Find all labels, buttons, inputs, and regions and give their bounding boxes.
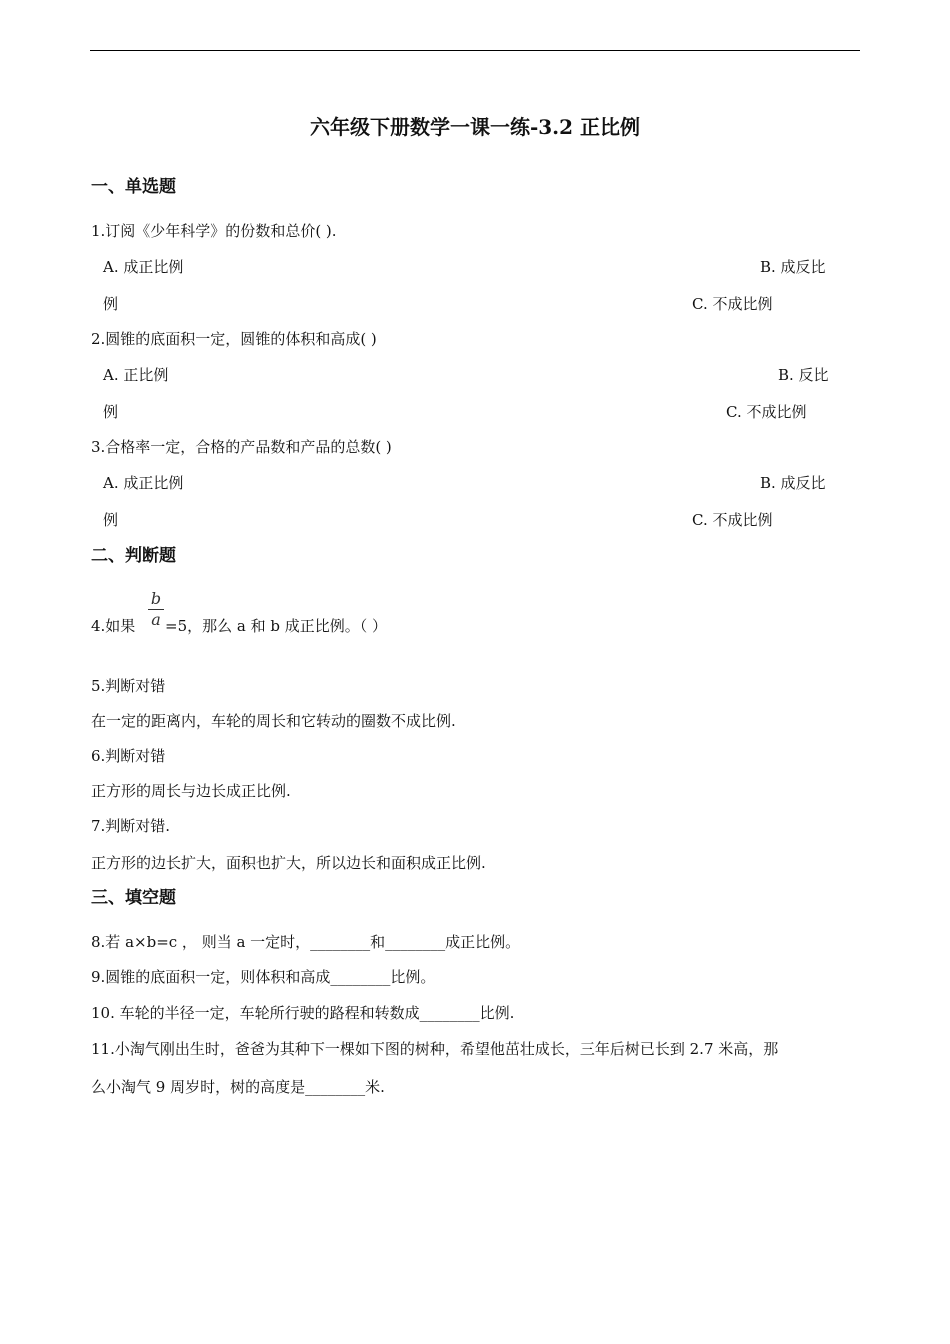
- option-b-continued: 例: [103, 295, 119, 313]
- fraction-b-over-a: [147, 590, 165, 629]
- question-9: 9.圆锥的底面积一定，则体积和高成________比例。: [91, 968, 436, 986]
- section-heading-single-choice: 一、单选题: [91, 177, 176, 197]
- section-heading-true-false: 二、判断题: [91, 546, 176, 566]
- page-title: 六年级下册数学一课一练-3.2 正比例: [309, 115, 641, 139]
- question-body: 正方形的周长与边长成正比例.: [91, 782, 291, 800]
- option-b: B. 成反比: [760, 474, 826, 492]
- option-c: C. 不成比例: [692, 511, 773, 529]
- question-stem: 3.合格率一定，合格的产品数和产品的总数( ): [91, 438, 392, 456]
- fraction-denominator: a: [151, 610, 161, 629]
- section-heading-fill-blank: 三、填空题: [91, 888, 176, 908]
- question-stem: 5.判断对错: [91, 677, 166, 695]
- question-suffix: =5，那么 a 和 b 成正比例。（ ）: [165, 617, 387, 635]
- question-stem: 2.圆锥的底面积一定，圆锥的体积和高成( ): [91, 330, 377, 348]
- option-b-continued: 例: [103, 511, 119, 529]
- option-c: C. 不成比例: [692, 295, 773, 313]
- header-rule: [90, 50, 860, 51]
- question-stem: 6.判断对错: [91, 747, 166, 765]
- option-c: C. 不成比例: [726, 403, 807, 421]
- option-b: B. 反比: [778, 366, 829, 384]
- question-line-1: 11.小淘气刚出生时，爸爸为其种下一棵如下图的树种，希望他茁壮成长，三年后树已长到 2.7 米高，那: [91, 1040, 779, 1058]
- question-prefix: 4.如果: [91, 617, 136, 635]
- question-body: 在一定的距离内，车轮的周长和它转动的圈数不成比例.: [91, 712, 456, 730]
- question-stem: 7.判断对错.: [91, 817, 171, 835]
- option-b: B. 成反比: [760, 258, 826, 276]
- fraction-numerator: b: [150, 589, 162, 608]
- option-a: A. 正比例: [103, 366, 169, 384]
- question-body: 正方形的边长扩大，面积也扩大，所以边长和面积成正比例.: [91, 854, 486, 872]
- option-a: A. 成正比例: [103, 258, 184, 276]
- option-b-continued: 例: [103, 403, 119, 421]
- question-10: 10. 车轮的半径一定，车轮所行驶的路程和转数成________比例.: [91, 1004, 515, 1022]
- question-8: 8.若 a×b=c ， 则当 a 一定时，________和________成正比例。: [91, 933, 521, 951]
- option-a: A. 成正比例: [103, 474, 184, 492]
- question-stem: 1.订阅《少年科学》的份数和总价( ).: [91, 222, 337, 240]
- question-line-2: 么小淘气 9 周岁时，树的高度是________米.: [91, 1078, 385, 1096]
